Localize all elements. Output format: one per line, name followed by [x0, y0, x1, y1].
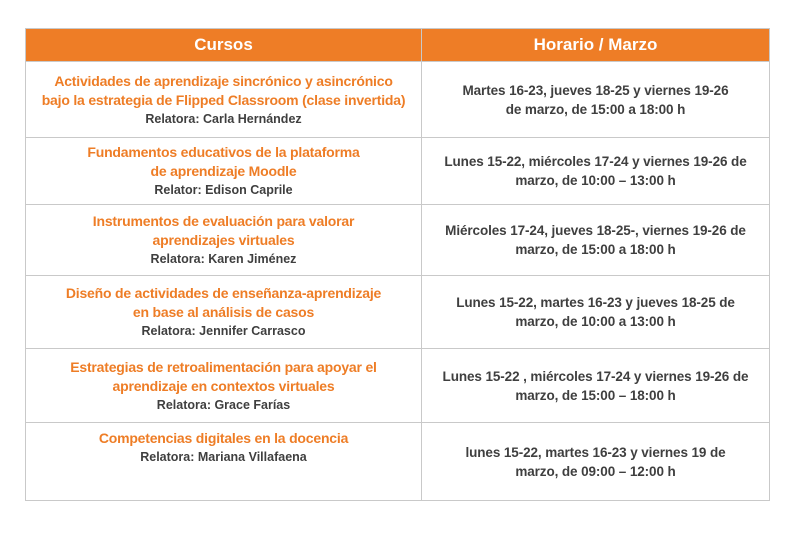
table-row: [26, 349, 770, 423]
schedule-cell: [422, 138, 770, 205]
schedule-line: marzo, de 09:00 – 12:00 h: [515, 463, 676, 479]
course-relator: Relatora: Jennifer Carrasco: [141, 324, 306, 338]
course-relator: Relatora: Grace Farías: [156, 397, 291, 412]
table-row: [26, 205, 770, 276]
course-relator: Relator: Edison Caprile: [154, 183, 293, 197]
course-schedule-container: [25, 28, 769, 501]
schedule-cell: [422, 423, 770, 501]
schedule-line: marzo, de 15:00 a 18:00 h: [515, 242, 676, 257]
course-cell: [26, 205, 422, 276]
table-row: [26, 62, 770, 138]
schedule-cell: [422, 205, 770, 276]
header-courses: Cursos: [26, 29, 422, 62]
schedule-line: Lunes 15-22, miércoles 17-24 y viernes 19-26 de: [444, 154, 747, 169]
course-title-line: de aprendizaje Moodle: [150, 163, 297, 179]
course-title-line: Competencias digitales en la docencia: [98, 430, 349, 446]
schedule-line: marzo, de 15:00 – 18:00 h: [515, 387, 676, 403]
course-title-line: Fundamentos educativos de la plataforma: [87, 144, 360, 160]
table-row: [26, 423, 770, 501]
course-cell: [26, 423, 422, 501]
course-title-line: Diseño de actividades de enseñanza-aprendizaje: [65, 285, 382, 301]
course-title-line: Actividades de aprendizaje sincrónico y asincrónico: [54, 72, 393, 89]
schedule-line: Lunes 15-22, martes 16-23 y jueves 18-25 de: [456, 295, 735, 310]
schedule-line: marzo, de 10:00 a 13:00 h: [515, 314, 676, 329]
course-title-line: en base al análisis de casos: [132, 304, 315, 320]
schedule-line: marzo, de 10:00 – 13:00 h: [515, 173, 676, 188]
course-title-line: aprendizajes virtuales: [152, 232, 295, 248]
course-relator: Relatora: Karen Jiménez: [150, 252, 297, 266]
schedule-line: de marzo, de 15:00 a 18:00 h: [505, 101, 686, 117]
course-relator: Relatora: Mariana Villafaena: [140, 450, 307, 464]
schedule-line: lunes 15-22, martes 16-23 y viernes 19 de: [465, 444, 726, 460]
course-relator: Relatora: Carla Hernández: [145, 111, 302, 126]
course-schedule-table: [25, 28, 770, 501]
schedule-cell: [422, 349, 770, 423]
course-title-line: aprendizaje en contextos virtuales: [112, 377, 335, 394]
schedule-line: Martes 16-23, jueves 18-25 y viernes 19-26: [462, 82, 729, 98]
course-cell: [26, 276, 422, 349]
course-cell: [26, 349, 422, 423]
schedule-line: Lunes 15-22 , miércoles 17-24 y viernes 19-26 de: [442, 368, 749, 384]
table-row: [26, 276, 770, 349]
course-cell: [26, 62, 422, 138]
schedule-cell: [422, 62, 770, 138]
course-title-line: Instrumentos de evaluación para valorar: [92, 213, 355, 229]
course-title-line: bajo la estrategia de Flipped Classroom (clase invertida): [41, 91, 406, 108]
course-title-line: Estrategias de retroalimentación para apoyar el: [70, 358, 377, 375]
table-row: [26, 138, 770, 205]
course-cell: [26, 138, 422, 205]
table-header-row: [26, 29, 770, 62]
schedule-cell: [422, 276, 770, 349]
header-schedule: Horario / Marzo: [422, 29, 770, 62]
schedule-line: Miércoles 17-24, jueves 18-25-, viernes 19-26 de: [445, 223, 746, 238]
